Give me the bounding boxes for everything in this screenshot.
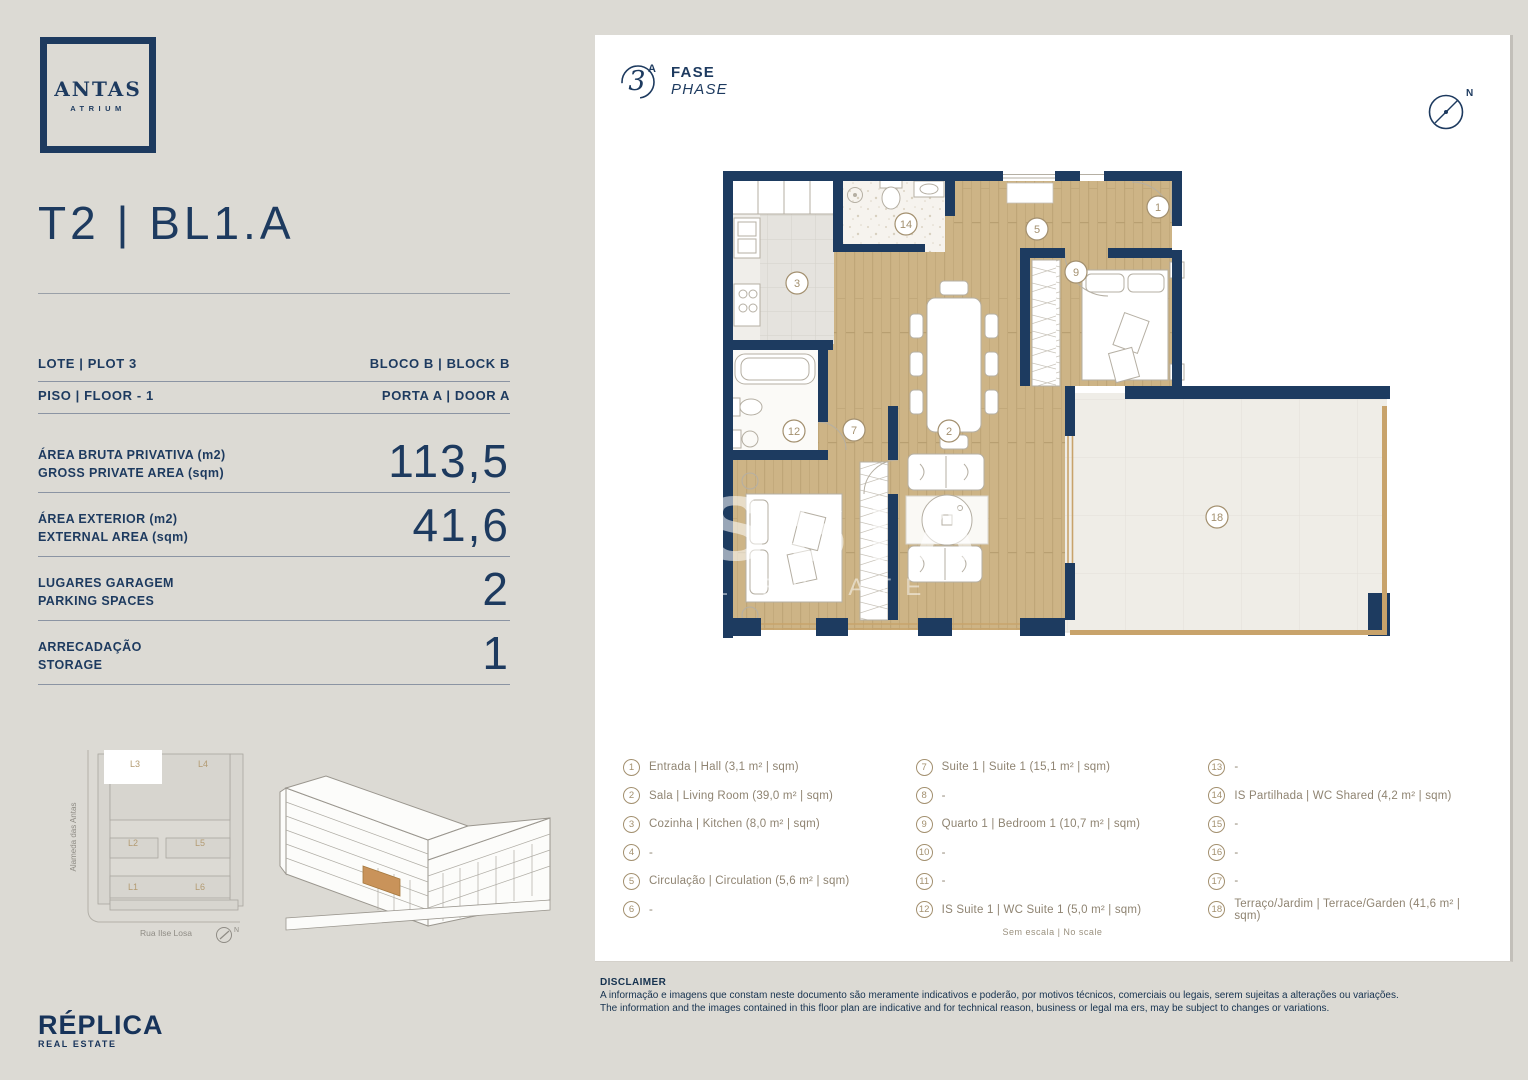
plan-card	[595, 35, 1513, 962]
legend-item-number: 14	[1208, 787, 1225, 804]
disclaimer-line-pt: A informação e imagens que constam neste documento são meramente indicativos e poderão, por motivos técnicos, comerciais ou legais, serem sujeitas a alterações ou variações.	[600, 990, 1399, 1001]
svg-text:N: N	[1466, 88, 1474, 99]
legend-item	[623, 810, 902, 839]
legend-item-text: Circulação | Circulation (5,6 m² | sqm)	[649, 875, 850, 888]
legend-item-text: -	[1234, 875, 1239, 888]
legend-item	[916, 839, 1195, 868]
spec-rows	[38, 350, 510, 414]
kitchen-cabinets	[732, 180, 834, 214]
storage-label-pt: ARRECADAÇÃO	[38, 640, 142, 654]
building-sketch	[268, 748, 568, 943]
legend-item	[916, 782, 1195, 811]
storage-label-en: STORAGE	[38, 658, 103, 672]
room-hall-number: 1	[1154, 202, 1162, 214]
legend-item-number: 6	[623, 901, 640, 918]
toilet-suite-icon	[740, 399, 762, 415]
street-bottom-label: Rua Ilse Losa	[140, 928, 192, 938]
lot-l6-label: L6	[195, 882, 206, 892]
legend-item-number: 4	[623, 844, 640, 861]
room-living-number: 2	[945, 426, 953, 438]
lot-label: LOTE | PLOT 3	[38, 356, 137, 371]
antas-atrium-logo	[40, 37, 156, 153]
legend-item-text: -	[649, 903, 654, 916]
legend-item	[623, 867, 902, 896]
svg-text:N: N	[234, 927, 240, 934]
unit-title: T2 | BL1.A	[38, 197, 295, 249]
metric-external-area	[38, 496, 510, 557]
lot-l4-label: L4	[198, 759, 209, 769]
logo-subtext: ATRIUM	[70, 104, 126, 113]
room-suite-number: 7	[850, 425, 858, 437]
legend-item-text: Entrada | Hall (3,1 m² | sqm)	[649, 761, 799, 774]
legend-item	[916, 896, 1195, 925]
legend-column	[916, 753, 1195, 924]
legend-item-text: Sala | Living Room (39,0 m² | sqm)	[649, 789, 834, 802]
bedroom-wardrobe	[1032, 260, 1060, 386]
legend-item	[916, 867, 1195, 896]
legend-column	[1208, 753, 1487, 924]
legend-item-number: 16	[1208, 844, 1225, 861]
phase-label-pt: FASE	[671, 64, 715, 81]
external-area-label-pt: ÁREA EXTERIOR (m2)	[38, 512, 178, 526]
room-wc-shared-number: 14	[899, 219, 913, 231]
legend-item-number: 5	[623, 873, 640, 890]
legend-item-number: 18	[1208, 901, 1225, 918]
phase-label-en: PHASE	[671, 81, 728, 98]
phase-badge	[617, 59, 728, 103]
dining-table	[927, 298, 981, 432]
lot-l3-label: L3	[130, 759, 141, 769]
metric-parking	[38, 560, 510, 621]
disclaimer-line-en: The information and the images contained in this floor plan are indicative and for technical reason, business or legal ma ers, may be subject to changes or variations.	[600, 1002, 1330, 1014]
legend-item	[1208, 782, 1487, 811]
legend-item-number: 12	[916, 901, 933, 918]
room-terrace-number: 18	[1210, 512, 1224, 524]
legend-item-text: IS Partilhada | WC Shared (4,2 m² | sqm)	[1234, 789, 1452, 802]
legend-item-number: 17	[1208, 873, 1225, 890]
sink-icon	[914, 181, 944, 197]
legend-item-number: 7	[916, 759, 933, 776]
site-plan	[58, 742, 253, 952]
agency-logo	[38, 1010, 164, 1049]
toilet-icon	[882, 187, 900, 209]
street-left-label: Alameda das Antas	[69, 802, 78, 872]
legend-item	[1208, 753, 1487, 782]
block-label: BLOCO B | BLOCK B	[369, 356, 510, 371]
legend-item-text: -	[1234, 761, 1239, 774]
legend-item-number: 11	[916, 873, 933, 890]
legend-item	[1208, 839, 1487, 868]
legend-item-number: 9	[916, 816, 933, 833]
phase-number-icon	[617, 59, 661, 103]
external-area-value: 41,6	[412, 499, 510, 551]
gross-area-value: 113,5	[388, 435, 510, 487]
disclaimer	[600, 977, 1520, 1015]
legend-item	[623, 782, 902, 811]
room-bedroom-number: 9	[1072, 267, 1080, 279]
legend-item	[916, 753, 1195, 782]
parking-value: 2	[482, 563, 510, 615]
legend-item	[916, 810, 1195, 839]
coffee-table	[922, 495, 972, 545]
agency-subtitle: REAL ESTATE	[38, 1039, 117, 1049]
legend-item-number: 10	[916, 844, 933, 861]
legend-item-number: 1	[623, 759, 640, 776]
legend-item	[623, 753, 902, 782]
lot-l5-label: L5	[195, 838, 206, 848]
svg-text:3: 3	[628, 66, 646, 97]
legend-item-text: Cozinha | Kitchen (8,0 m² | sqm)	[649, 818, 820, 831]
external-area-label-en: EXTERNAL AREA (sqm)	[38, 530, 189, 544]
disclaimer-title: DISCLAIMER	[600, 977, 667, 988]
suite-wardrobe	[860, 462, 888, 620]
metric-storage	[38, 624, 510, 685]
legend-item-number: 15	[1208, 816, 1225, 833]
gross-area-label-pt: ÁREA BRUTA PRIVATIVA (m2)	[38, 448, 226, 462]
legend-item-text: Terraço/Jardim | Terrace/Garden (41,6 m² | sqm)	[1234, 897, 1461, 922]
legend-item-text: Suite 1 | Suite 1 (15,1 m² | sqm)	[941, 761, 1111, 774]
parking-label-en: PARKING SPACES	[38, 594, 155, 608]
legend-item-number: 13	[1208, 759, 1225, 776]
spec-row-lot	[38, 350, 510, 382]
legend-item-text: -	[941, 875, 946, 888]
floor-plan	[720, 168, 1400, 643]
legend-item-text: Quarto 1 | Bedroom 1 (10,7 m² | sqm)	[941, 818, 1141, 831]
legend-item-text: -	[941, 846, 946, 859]
legend-item	[623, 896, 902, 925]
agency-name: RÉPLICA	[38, 1010, 164, 1040]
legend-item	[1208, 896, 1487, 925]
svg-text:A: A	[648, 63, 656, 75]
terrace-railing-right	[1382, 406, 1387, 630]
watermark: ESSIA REAL ESTATE	[623, 478, 1000, 601]
legend	[623, 753, 1487, 924]
room-kitchen-number: 3	[793, 278, 801, 290]
legend-item-number: 3	[623, 816, 640, 833]
legend-item-text: -	[941, 789, 946, 802]
gross-area-label-en: GROSS PRIVATE AREA (sqm)	[38, 466, 225, 480]
spec-row-floor	[38, 382, 510, 414]
lot-l1-label: L1	[128, 882, 139, 892]
north-compass-icon	[1420, 83, 1482, 140]
parking-label-pt: LUGARES GARAGEM	[38, 576, 174, 590]
metric-gross-area	[38, 432, 510, 493]
title-divider	[38, 293, 510, 294]
terrace-railing-bottom	[1070, 630, 1387, 635]
storage-value: 1	[482, 627, 510, 679]
door-label: PORTA A | DOOR A	[381, 388, 510, 403]
logo-text: ANTAS	[54, 77, 142, 101]
legend-item	[1208, 810, 1487, 839]
legend-item-number: 8	[916, 787, 933, 804]
legend-item-number: 2	[623, 787, 640, 804]
legend-item-text: -	[649, 846, 654, 859]
lot-l2-label: L2	[128, 838, 139, 848]
room-circulation-number: 5	[1033, 224, 1041, 236]
room-wc-suite-number: 12	[787, 426, 801, 438]
legend-item-text: -	[1234, 846, 1239, 859]
scale-note: Sem escala | No scale	[1002, 927, 1103, 937]
legend-item-text: -	[1234, 818, 1239, 831]
legend-column	[623, 753, 902, 924]
legend-item	[1208, 867, 1487, 896]
legend-item	[623, 839, 902, 868]
legend-item-text: IS Suite 1 | WC Suite 1 (5,0 m² | sqm)	[941, 903, 1142, 916]
floor-label: PISO | FLOOR - 1	[38, 388, 154, 403]
site-compass-icon	[217, 927, 240, 943]
